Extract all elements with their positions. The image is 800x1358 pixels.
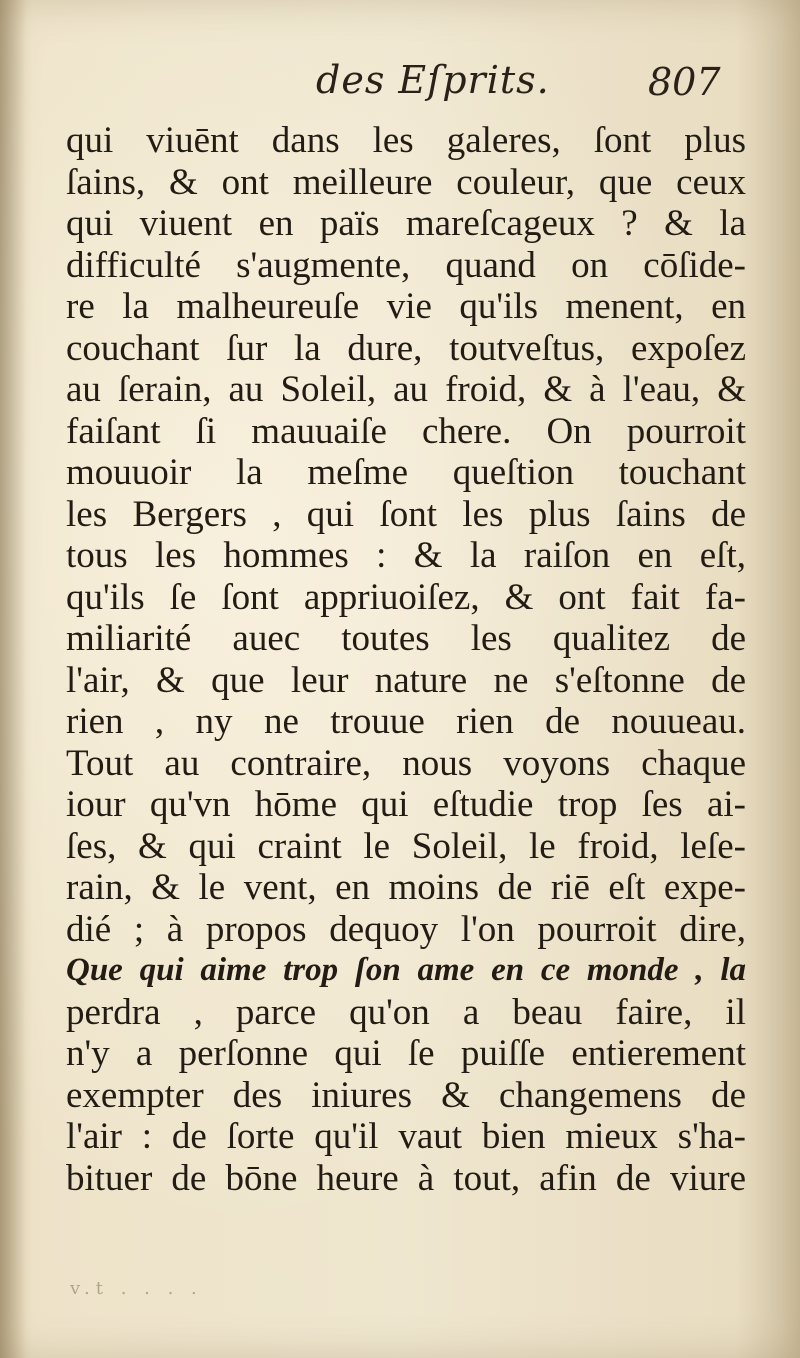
- text-line: perdra , parce qu'on a beau faire, il: [66, 991, 746, 1033]
- text-line: rien , ny ne trouue rien de nouueau.: [66, 701, 746, 742]
- text-line: exempter des iniures & changemens de: [66, 1074, 746, 1116]
- page-header: [0, 58, 800, 118]
- text-line: ſes, & qui craint le Soleil, le froid, leſe-: [66, 825, 746, 867]
- text-line: l'air, & que leur nature ne s'eſtonne de: [66, 659, 746, 701]
- text-line: iour qu'vn hōme qui eſtudie trop ſes ai-: [66, 784, 746, 825]
- text-line: Tout au contraire, nous voyons chaque: [66, 742, 746, 784]
- text-line: faiſant ſi mauuaiſe chere. On pourroit: [66, 410, 746, 452]
- text-line: couchant ſur la dure, toutveſtus, expoſez: [66, 327, 746, 369]
- text-line: re la malheureuſe vie qu'ils menent, en: [66, 286, 746, 327]
- body-text: [66, 120, 746, 1199]
- text-line: qu'ils ſe ſont appriuoiſez, & ont fait fa-: [66, 576, 746, 618]
- text-line: au ſerain, au Soleil, au froid, & à l'eau, &: [66, 369, 746, 410]
- text-line: qui viuent en païs mareſcageux ? & la: [66, 203, 746, 244]
- page-number: 807: [648, 60, 721, 104]
- text-line: l'air : de ſorte qu'il vaut bien mieux s'ha-: [66, 1116, 746, 1157]
- text-line: tous les hommes : & la raiſon en eſt,: [66, 535, 746, 576]
- text-line: ſains, & ont meilleure couleur, que ceux: [66, 161, 746, 203]
- text-line: les Bergers , qui ſont les plus ſains de: [66, 493, 746, 535]
- text-line: dié ; à propos dequoy l'on pourroit dire,: [66, 908, 746, 950]
- running-title: des Eſprits.: [316, 58, 550, 102]
- text-line: difficulté s'augmente, quand on cōſide-: [66, 244, 746, 286]
- text-line: qui viuēnt dans les galeres, ſont plus: [66, 120, 746, 161]
- quotation-line: Que qui aime trop ſon ame en ce monde , la: [66, 952, 746, 988]
- gutter-shadow: [0, 0, 26, 1358]
- text-line: miliarité auec toutes les qualitez de: [66, 618, 746, 659]
- text-line: n'y a perſonne qui ſe puiſſe entierement: [66, 1033, 746, 1074]
- text-line: bituer de bōne heure à tout, afin de viure: [66, 1157, 746, 1199]
- bleed-through-trace: v.t . . . .: [70, 1278, 203, 1299]
- text-line: mouuoir la meſme queſtion touchant: [66, 452, 746, 493]
- text-line: rain, & le vent, en moins de riē eſt expe-: [66, 867, 746, 908]
